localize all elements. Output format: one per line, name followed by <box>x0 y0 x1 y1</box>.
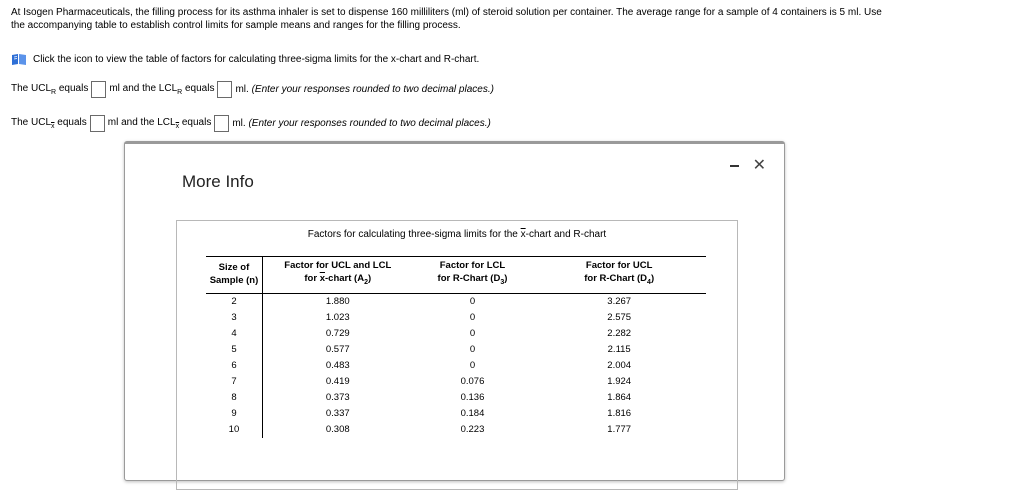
lcl-r-sub: R <box>177 89 183 96</box>
h2-sub: 2 <box>364 279 368 286</box>
table-row <box>206 294 706 311</box>
problem-line-1: At Isogen Pharmaceuticals, the filling process for its asthma inhaler is set to dispense 160 milliliters (ml) of steroid solution per container. The average range for a sample of 4 containers is 5 ml. Use <box>11 7 882 18</box>
table-row <box>206 310 706 326</box>
lcl-x-equals: equals <box>181 117 212 128</box>
table-row <box>206 422 706 438</box>
table-row <box>206 326 706 342</box>
header-sample-size <box>206 257 262 294</box>
cell-a2: 1.023 <box>325 312 350 323</box>
table-caption <box>177 229 737 240</box>
lcl-x-sub: x <box>175 123 180 130</box>
cell-d3: 0.076 <box>460 376 485 387</box>
info-link-text-value: Click the icon to view the table of factors for calculating three-sigma limits for the x-chart and R-chart. <box>33 53 480 65</box>
cell-d4: 2.575 <box>607 312 632 323</box>
h4-paren: ) <box>650 273 655 284</box>
h1-l2: Sample (n) <box>209 275 259 286</box>
table-row <box>206 406 706 422</box>
cell-a2: 0.729 <box>325 328 350 339</box>
cell-n: 10 <box>206 422 262 438</box>
cell-d4: 1.816 <box>607 408 632 419</box>
hint-x: (Enter your responses rounded to two decimal places.) <box>248 118 491 129</box>
table-row <box>206 390 706 406</box>
lcl-r-prefix: ml and the LCL <box>109 83 178 94</box>
cell-n: 5 <box>206 342 262 358</box>
ucl-r-input[interactable] <box>91 81 106 98</box>
cell-a2: 0.419 <box>325 376 350 387</box>
cell-n: 3 <box>206 310 262 326</box>
units-r: ml. <box>235 84 249 95</box>
cell-a2: 0.308 <box>325 424 350 435</box>
info-link-row <box>11 52 479 66</box>
h2-l1: Factor for UCL and LCL <box>284 260 392 271</box>
h4-l1: Factor for UCL <box>585 260 653 271</box>
h3-sub: 3 <box>500 279 505 286</box>
table-row <box>206 358 706 374</box>
caption-pre: Factors for calculating three-sigma limits for the <box>307 229 521 240</box>
h3-l1: Factor for LCL <box>439 260 506 271</box>
lcl-x-prefix: ml and the LCL <box>107 117 176 128</box>
problem-line-2: the accompanying table to establish control limits for sample means and ranges for the filling process. <box>11 20 461 31</box>
lcl-r-equals: equals <box>185 83 215 94</box>
caption-x: $\overline{x}$ <box>520 229 526 240</box>
h2-l2-pre: for <box>304 273 320 284</box>
table-row <box>206 374 706 390</box>
header-d4 <box>532 257 706 294</box>
cell-a2: 0.577 <box>325 344 350 355</box>
close-icon[interactable]: ✕ <box>752 157 766 174</box>
cell-d4: 3.267 <box>607 296 632 307</box>
cell-d3: 0 <box>469 296 476 307</box>
lcl-r-input[interactable] <box>217 81 232 98</box>
h2-paren: ) <box>367 273 372 284</box>
cell-d3: 0 <box>469 360 476 371</box>
ucl-x-sub: x <box>51 123 55 130</box>
factors-table-panel <box>176 220 738 490</box>
h2-l2-post: -chart (A <box>325 273 365 284</box>
table-header-row <box>206 257 706 294</box>
h4-l2: for R-Chart (D <box>584 273 648 284</box>
cell-n: 7 <box>206 374 262 390</box>
cell-d3: 0.136 <box>460 392 485 403</box>
units-x: ml. <box>232 118 246 129</box>
minimize-icon[interactable] <box>730 165 739 167</box>
lcl-x-label <box>108 117 212 130</box>
ucl-x-prefix: The UCL <box>11 117 52 128</box>
header-a2 <box>262 257 412 294</box>
h2-l2-x: $\overline{x}$ <box>319 273 325 284</box>
caption-post: -chart and R-chart <box>525 229 607 240</box>
ucl-r-sub: R <box>51 89 57 96</box>
ucl-x-input[interactable] <box>90 115 105 132</box>
ucl-r-label <box>11 83 88 96</box>
lcl-x-input[interactable] <box>214 115 229 132</box>
answer-row-mean <box>11 115 491 132</box>
cell-d3: 0 <box>469 328 476 339</box>
cell-a2: 0.483 <box>325 360 350 371</box>
cell-n: 9 <box>206 406 262 422</box>
cell-d3: 0 <box>469 312 476 323</box>
cell-n: 6 <box>206 358 262 374</box>
h4-sub: 4 <box>647 279 651 286</box>
cell-d4: 1.864 <box>607 392 632 403</box>
hint-r: (Enter your responses rounded to two decimal places.) <box>251 84 494 95</box>
h3-paren: ) <box>504 273 508 284</box>
cell-a2: 0.337 <box>325 408 350 419</box>
cell-n: 2 <box>206 294 262 311</box>
cell-d4: 1.924 <box>607 376 632 387</box>
modal-controls <box>730 158 766 174</box>
cell-a2: 1.880 <box>325 296 350 307</box>
cell-d4: 1.777 <box>607 424 632 435</box>
cell-d4: 2.004 <box>607 360 632 371</box>
cell-d4: 2.115 <box>607 344 631 355</box>
ucl-r-prefix: The UCL <box>11 83 52 94</box>
cell-d3: 0 <box>469 344 476 355</box>
table-row <box>206 342 706 358</box>
ucl-x-label <box>11 117 87 130</box>
ucl-x-equals: equals <box>57 117 87 128</box>
lcl-r-label <box>109 83 214 96</box>
h1-l1: Size of <box>218 262 250 273</box>
factors-table <box>206 256 706 438</box>
more-info-modal <box>124 141 785 481</box>
cell-n: 4 <box>206 326 262 342</box>
answer-row-range <box>11 81 494 98</box>
ucl-r-equals: equals <box>58 83 89 94</box>
problem-statement <box>11 6 1021 32</box>
header-d3 <box>413 257 533 294</box>
cell-d4: 2.282 <box>607 328 632 339</box>
cell-d3: 0.223 <box>460 424 485 435</box>
modal-title: More Info <box>182 172 254 191</box>
cell-a2: 0.373 <box>325 392 350 403</box>
h3-l2: for R-Chart (D <box>437 273 501 284</box>
info-link-text <box>33 54 479 65</box>
cell-n: 8 <box>206 390 262 406</box>
book-icon[interactable] <box>11 53 27 65</box>
cell-d3: 0.184 <box>460 408 485 419</box>
